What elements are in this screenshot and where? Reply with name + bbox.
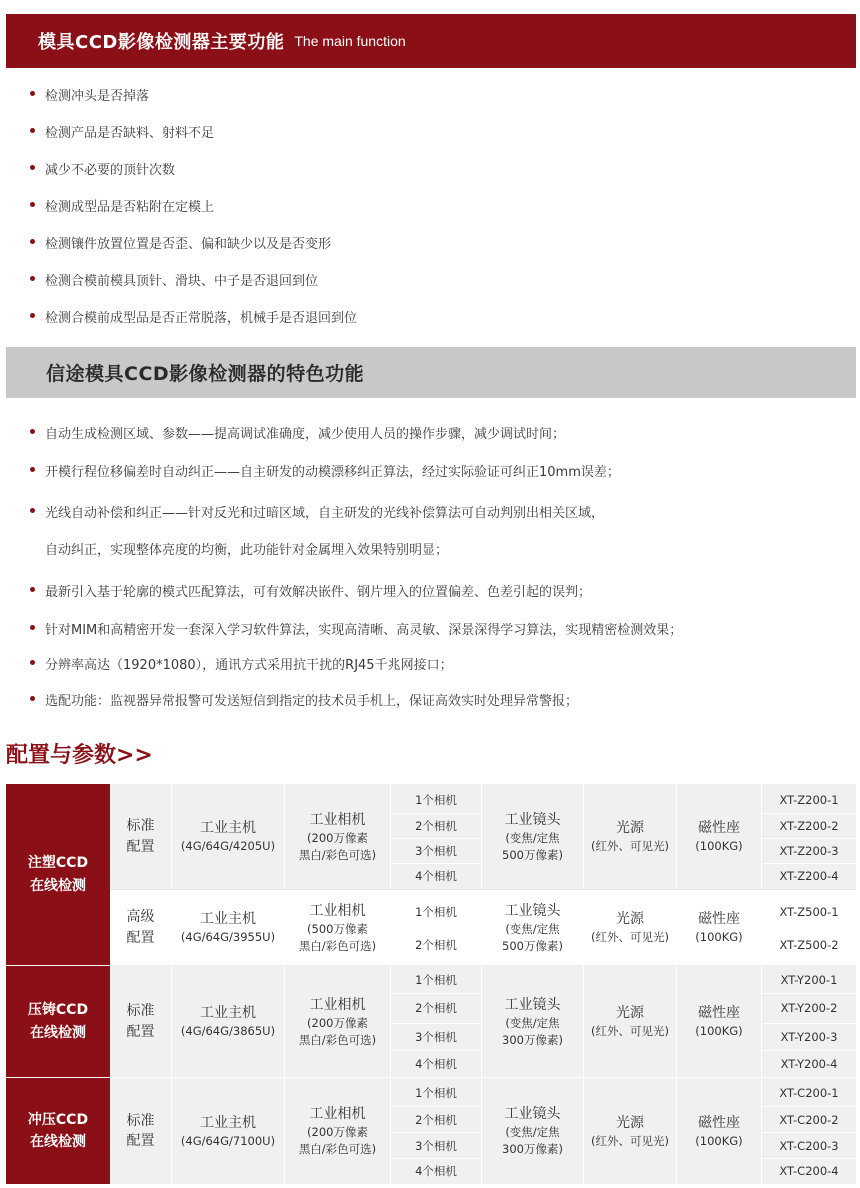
magnet-cell: 磁性座 (100KG) xyxy=(695,1114,743,1148)
config-level: 标准 配置 xyxy=(126,818,155,855)
lens-cell: 工业镜头 (变焦/定焦 300万像素) xyxy=(502,996,563,1047)
model-code: XT-Z200-2 xyxy=(779,818,839,833)
model-code: XT-C200-3 xyxy=(779,1138,839,1153)
light-cell: 光源 (红外、可见光) xyxy=(591,1114,669,1148)
model-code: XT-Z200-4 xyxy=(779,868,839,883)
model-code: XT-Z500-2 xyxy=(779,937,839,952)
model-code: XT-Z200-3 xyxy=(779,843,839,858)
camera-count: 2个相机 xyxy=(415,1112,457,1127)
light-cell: 光源 (红外、可见光) xyxy=(591,911,669,945)
camera-count: 1个相机 xyxy=(415,792,457,807)
lens-cell: 工业镜头 (变焦/定焦 500万像素) xyxy=(502,811,563,862)
camera-count: 4个相机 xyxy=(415,1056,457,1071)
model-code: XT-C200-2 xyxy=(779,1112,839,1127)
camera-cell: 工业相机 (500万像素 黑白/彩色可选) xyxy=(298,902,377,953)
magnet-cell: 磁性座 (100KG) xyxy=(695,820,743,854)
camera-count: 1个相机 xyxy=(415,972,457,987)
camera-count: 1个相机 xyxy=(415,904,457,919)
feature-title: 信途模具CCD影像检测器的特色功能 xyxy=(46,363,365,385)
host-cell: 工业主机 (4G/64G/3955U) xyxy=(180,911,276,945)
config-level: 标准 配置 xyxy=(126,1003,155,1040)
model-code: XT-Y200-3 xyxy=(780,1029,838,1044)
camera-cell: 工业相机 (200万像素 黑白/彩色可选) xyxy=(298,1106,377,1157)
main-function-title-en: The main function xyxy=(294,33,406,49)
model-code: XT-Z500-1 xyxy=(779,904,839,919)
group-stamping: 冲压CCD 在线检测 xyxy=(6,1078,110,1184)
camera-count: 3个相机 xyxy=(415,843,457,858)
model-code: XT-C200-4 xyxy=(779,1163,839,1178)
config-level: 高级 配置 xyxy=(126,909,155,946)
camera-count: 2个相机 xyxy=(415,937,457,952)
host-cell: 工业主机 (4G/64G/7100U) xyxy=(180,1114,276,1148)
main-function-banner xyxy=(6,14,856,68)
camera-count: 2个相机 xyxy=(415,1000,457,1015)
spec-section-title: 配置与参数>> xyxy=(6,743,153,768)
camera-cell: 工业相机 (200万像素 黑白/彩色可选) xyxy=(298,811,377,862)
magnet-cell: 磁性座 (100KG) xyxy=(695,911,743,945)
light-cell: 光源 (红外、可见光) xyxy=(591,1005,669,1039)
main-function-title: 模具CCD影像检测器主要功能 xyxy=(38,32,285,53)
camera-count: 3个相机 xyxy=(415,1029,457,1044)
camera-cell: 工业相机 (200万像素 黑白/彩色可选) xyxy=(298,996,377,1047)
model-code: XT-Y200-2 xyxy=(780,1000,838,1015)
camera-count: 4个相机 xyxy=(415,868,457,883)
camera-count: 1个相机 xyxy=(415,1085,457,1100)
host-cell: 工业主机 (4G/64G/3865U) xyxy=(180,1005,276,1039)
model-code: XT-C200-1 xyxy=(779,1085,839,1100)
spec-table xyxy=(6,784,856,1184)
config-level: 标准 配置 xyxy=(126,1112,155,1149)
feature-banner xyxy=(6,347,856,398)
magnet-cell: 磁性座 (100KG) xyxy=(695,1005,743,1039)
lens-cell: 工业镜头 (变焦/定焦 300万像素) xyxy=(502,1106,563,1157)
light-cell: 光源 (红外、可见光) xyxy=(591,820,669,854)
model-code: XT-Z200-1 xyxy=(779,792,839,807)
group-injection: 注塑CCD 在线检测 xyxy=(6,784,110,965)
camera-count: 4个相机 xyxy=(415,1163,457,1178)
model-code: XT-Y200-1 xyxy=(780,972,838,987)
lens-cell: 工业镜头 (变焦/定焦 500万像素) xyxy=(502,902,563,953)
camera-count: 2个相机 xyxy=(415,818,457,833)
camera-count: 3个相机 xyxy=(415,1138,457,1153)
group-die-casting: 压铸CCD 在线检测 xyxy=(6,966,110,1077)
model-code: XT-Y200-4 xyxy=(780,1056,838,1071)
host-cell: 工业主机 (4G/64G/4205U) xyxy=(180,820,276,854)
